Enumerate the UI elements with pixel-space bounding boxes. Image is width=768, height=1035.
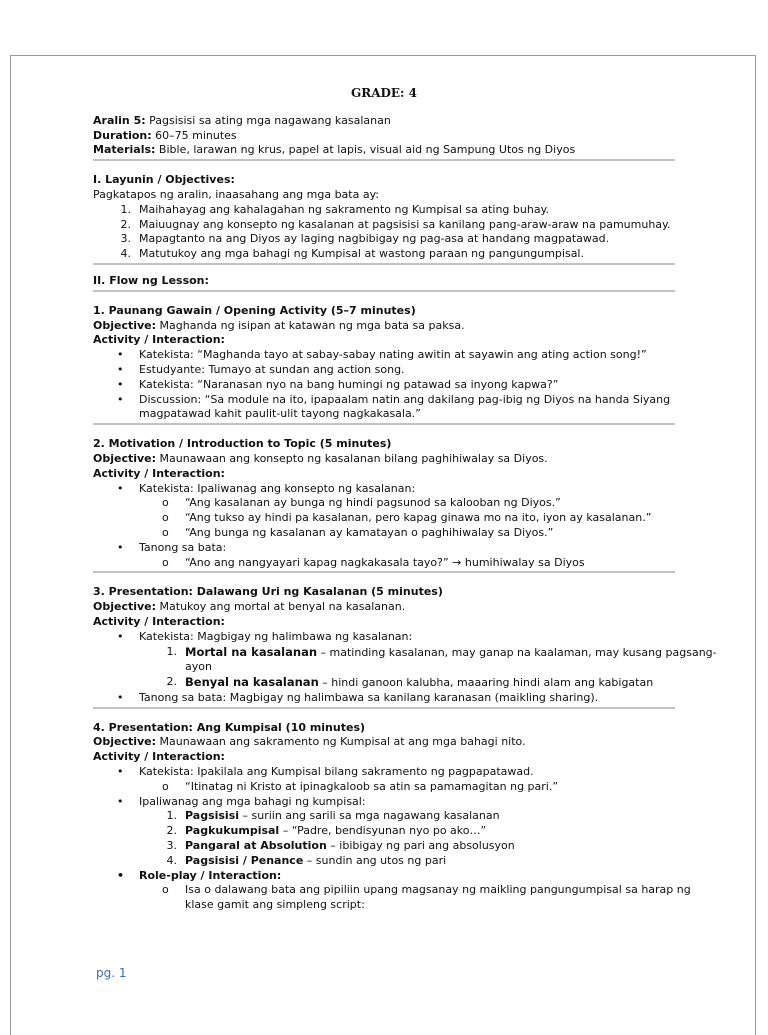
document-page [10,55,756,1035]
list-item: 2. Benyal na kasalanan – hindi ganoon kalubha, maaaring hindi alam ang kabigatan [166,675,654,690]
list-item: • Tanong sa bata: [117,540,227,554]
list-item: • Ipaliwanag ang mga bahagi ng kumpisal: [117,794,366,808]
section-2-objective: Objective: Maunawaan ang konsepto ng kasalanan bilang paghihiwalay sa Diyos. [93,451,548,465]
list-item: • Tanong sa bata: Magbigay ng halimbawa sa kanilang karanasan (maikling sharing). [117,690,599,704]
section-4-heading: 4. Presentation: Ang Kumpisal (10 minutes) [93,720,366,734]
list-item: 4. Matutukoy ang mga bahagi ng Kumpisal at wastong paraan ng pangungumpisal. [120,247,584,261]
section-4-bullets [93,765,675,780]
list-item: • Role-play / Interaction: [117,868,282,882]
page-title: GRADE: 4 [350,86,418,100]
list-item: 2. Pagkukumpisal – “Padre, bendisyunan nyo po ako…” [166,824,487,838]
section-2-bullets [93,482,675,497]
list-item: 1. Pagsisisi – suriin ang sarili sa mga nagawang kasalanan [166,809,500,823]
section-3-heading: 3. Presentation: Dalawang Uri ng Kasalanan (5 minutes) [93,585,443,599]
section-4-objective: Objective: Maunawaan ang sakramento ng Kumpisal at ang mga bahagi nito. [93,735,526,749]
list-item: • Katekista: “Naranasan nyo na bang humingi ng patawad sa inyong kapwa?” [117,377,559,391]
section-4-parts [93,809,675,868]
page-number: pg. 1 [96,966,127,980]
section-4-sublist-3 [93,883,691,913]
objectives-heading: I. Layunin / Objectives: [93,173,235,187]
section-1-heading: 1. Paunang Gawain / Opening Activity (5–7 minutes) [93,303,416,317]
list-item: 3. Pangaral at Absolution – ibibigay ng pari ang absolusyon [166,839,515,853]
section-3-sublist [93,644,717,691]
section-1-bullets [93,348,675,422]
list-item: • Katekista: Ipaliwanag ang konsepto ng kasalanan: [117,481,416,495]
list-item: • Katekista: Magbigay ng halimbawa ng kasalanan: [117,629,413,643]
list-item: o “Itinatag ni Kristo at ipinagkaloob sa atin sa pamamagitan ng pari.” [162,779,559,793]
section-4-activity-label: Activity / Interaction: [93,750,225,764]
aralin-line: Aralin 5: Pagsisisi sa ating mga nagawang kasalanan [93,113,391,127]
list-item: • Discussion: “Sa module na ito, ipapaalam natin ang dakilang pag-ibig ng Diyos na handa Siyang magpatawad kahit paulit-ulit tayong nagkakasala.” [117,392,671,421]
list-item: o “Ang bunga ng kasalanan ay kamatayan o paghihiwalay sa Diyos.” [162,525,554,539]
list-item: 3. Mapagtanto na ang Diyos ay laging nagbibigay ng pag-asa at handang magpatawad. [120,232,610,246]
list-item: o “Ang kasalanan ay bunga ng hindi pagsunod sa kalooban ng Diyos.” [162,496,561,510]
materials-line: Materials: Bible, larawan ng krus, papel at lapis, visual aid ng Sampung Utos ng Diyos [93,143,576,157]
duration-line: Duration: 60–75 minutes [93,128,237,142]
section-2-activity-label: Activity / Interaction: [93,466,225,480]
list-item: • Katekista: “Maghanda tayo at sabay-sabay nating awitin at sayawin ang ating action song!” [117,348,647,362]
section-3-bullets-2 [93,691,675,706]
list-item: o “Ang tukso ay hindi pa kasalanan, pero kapag ginawa mo na ito, iyon ay kasalanan.” [162,511,652,525]
section-4-bullets-2 [93,795,675,810]
list-item: o “Ano ang nangyayari kapag nagkakasala tayo?” → humihiwalay sa Diyos [162,555,585,569]
list-item: • Katekista: Ipakilala ang Kumpisal bilang sakramento ng pagpapatawad. [117,765,534,779]
section-2-sublist-2 [93,556,675,571]
objectives-list [93,203,675,262]
section-4-sublist [93,780,675,795]
section-2-bullets-2 [93,541,675,556]
document-content [93,86,717,913]
list-item: 4. Pagsisisi / Penance – sundin ang utos ng pari [166,853,447,867]
section-2-heading: 2. Motivation / Introduction to Topic (5 minutes) [93,437,392,451]
section-1-activity-label: Activity / Interaction: [93,333,225,347]
section-3-activity-label: Activity / Interaction: [93,614,225,628]
section-3-bullets [93,630,675,645]
list-item: 2. Maiuugnay ang konsepto ng kasalanan at pagsisisi sa kanilang pang-araw-araw na pamumuhay. [120,217,671,231]
list-item: 1. Mortal na kasalanan – matinding kasalanan, may ganap na kaalaman, may kusang pagsang- ayon [166,644,717,674]
flow-heading: II. Flow ng Lesson: [93,273,209,287]
section-1-objective: Objective: Maghanda ng isipan at katawan ng mga bata sa paksa. [93,318,465,332]
list-item: o Isa o dalawang bata ang pipiliin upang magsanay ng maikling pangungumpisal sa harap ng klase gamit ang simpleng script: [162,883,691,912]
section-2-sublist [93,496,675,540]
section-3-objective: Objective: Matukoy ang mortal at benyal na kasalanan. [93,600,406,614]
section-4-bullets-3 [93,869,675,884]
list-item: • Estudyante: Tumayo at sundan ang action song. [117,362,405,376]
list-item: 1. Maihahayag ang kahalagahan ng sakramento ng Kumpisal sa ating buhay. [120,202,550,216]
objectives-intro: Pagkatapos ng aralin, inaasahang ang mga bata ay: [93,187,380,201]
